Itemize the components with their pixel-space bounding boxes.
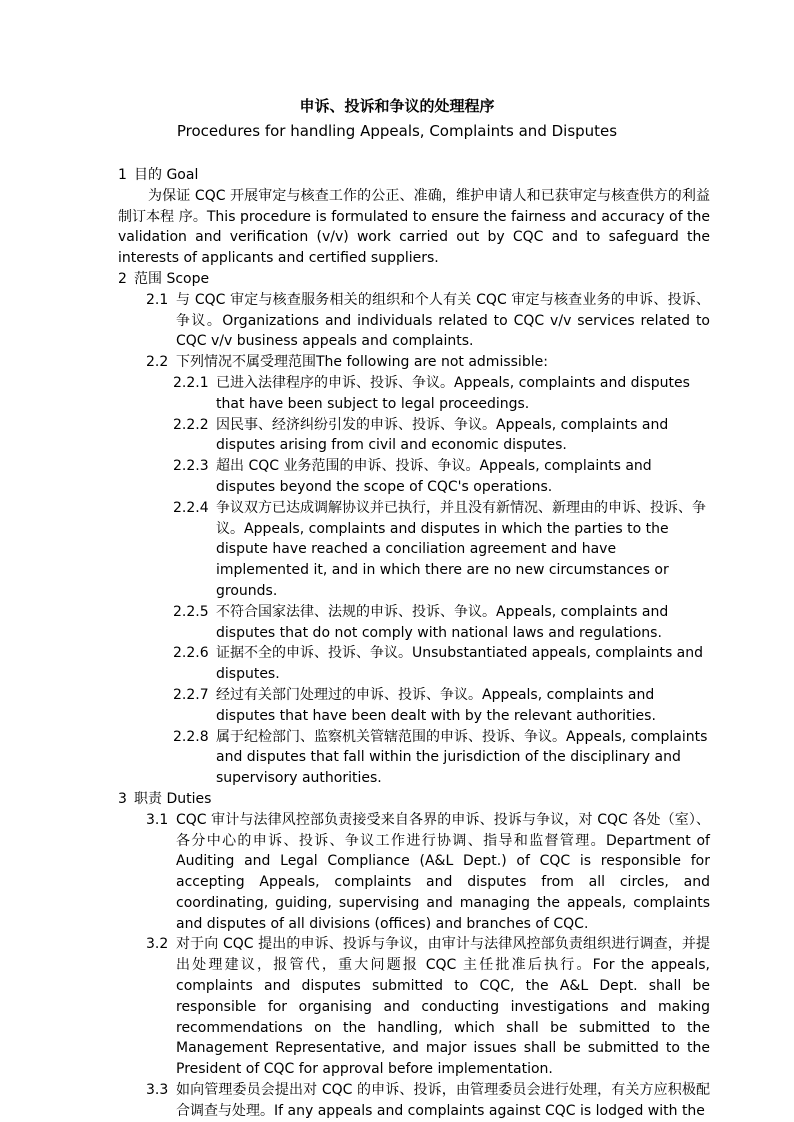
section-goal-paragraph: 为保证 CQC 开展审定与核查工作的公正、准确，维护申请人和已获审定与核查供方的利益制订本程 序。This procedure is formulated to ensure the fairness and accuracy of the validation and verification (v/v) work carried out by CQC and to safeguard the interests of applicants and certified suppliers.	[118, 187, 710, 267]
section-heading-goal: 1 目的 Goal	[118, 167, 199, 183]
section-heading-duties: 3 职责 Duties	[118, 790, 212, 807]
document-title-english: Procedures for handling Appeals, Complaints and Disputes	[176, 122, 618, 140]
clause-2-2-8: 2.2.8 属于纪检部门、监察机关管辖范围的申诉、投诉、争议。Appeals, complaints and disputes that fall within the jurisdiction of the disciplinary and supervisory authorities.	[173, 728, 708, 787]
clause-3-3: 3.3 如向管理委员会提出对 CQC 的申诉、投诉，由管理委员会进行处理，有关方应积极配合调查与处理。If any appeals and complaints against CQC is lodged with the	[146, 1082, 710, 1119]
clause-2-2-4: 2.2.4 争议双方已达成调解协议并已执行，并且没有新情况、新理由的申诉、投诉、争议。Appeals, complaints and disputes in which the parties to the dispute have reached a conciliation agreement and have implemented it, and in which there are no new circumstances or grounds.	[173, 499, 706, 599]
clause-2-2-1: 2.2.1 已进入法律程序的申诉、投诉、争议。Appeals, complaints and disputes that have been subject to legal proceedings.	[173, 374, 690, 412]
clause-3-2: 3.2 对于向 CQC 提出的申诉、投诉与争议，由审计与法律风控部负责组织进行调查，并提出处理建议，报管代，重大问题报 CQC 主任批准后执行。For the appeals, complaints and disputes submitted to CQC, the A&L Dept. shall be responsible for organising and conducting investigations and making recommendations on the handling, which shall be submitted to the Management Representative, and major issues shall be submitted to the President of CQC for approval before implementation.	[146, 936, 710, 1078]
section-heading-scope: 2 范围 Scope	[118, 270, 210, 287]
document-title-chinese: 申诉、投诉和争议的处理程序	[299, 97, 495, 115]
clause-2-2-7: 2.2.7 经过有关部门处理过的申诉、投诉、争议。Appeals, complaints and disputes that have been dealt with by the relevant authorities.	[173, 686, 656, 724]
clause-2-2-3: 2.2.3 超出 CQC 业务范围的申诉、投诉、争议。Appeals, complaints and disputes beyond the scope of CQC's operations.	[173, 458, 652, 495]
clause-2-2-6: 2.2.6 证据不全的申诉、投诉、争议。Unsubstantiated appeals, complaints and disputes.	[173, 645, 704, 683]
clause-2-2-5: 2.2.5 不符合国家法律、法规的申诉、投诉、争议。Appeals, complaints and disputes that do not comply with national laws and regulations.	[173, 603, 669, 641]
clause-2-1: 2.1 与 CQC 审定与核查服务相关的组织和个人有关 CQC 审定与核查业务的申诉、投诉、争议。Organizations and individuals related to CQC v/v services related to CQC v/v business appeals and complaints.	[146, 291, 710, 350]
clause-2-2: 2.2 下列情况不属受理范围The following are not admissible:	[146, 354, 548, 371]
clause-2-2-2: 2.2.2 因民事、经济纠纷引发的申诉、投诉、争议。Appeals, complaints and disputes arising from civil and economic disputes.	[173, 416, 669, 454]
document-body	[118, 165, 710, 1122]
clause-3-1: 3.1 CQC 审计与法律风控部负责接受来自各界的申诉、投诉与争议，对 CQC 各处（室）、各分中心的申诉、投诉、争议工作进行协调、指导和监督管理。Department of Auditing and Legal Compliance (A&L Dept.) of CQC is responsible for accepting Appeals, complaints and disputes from all circles, and coordinating, guiding, supervising and managing the appeals, complaints and disputes of all divisions (offices) and branches of CQC.	[146, 811, 710, 932]
